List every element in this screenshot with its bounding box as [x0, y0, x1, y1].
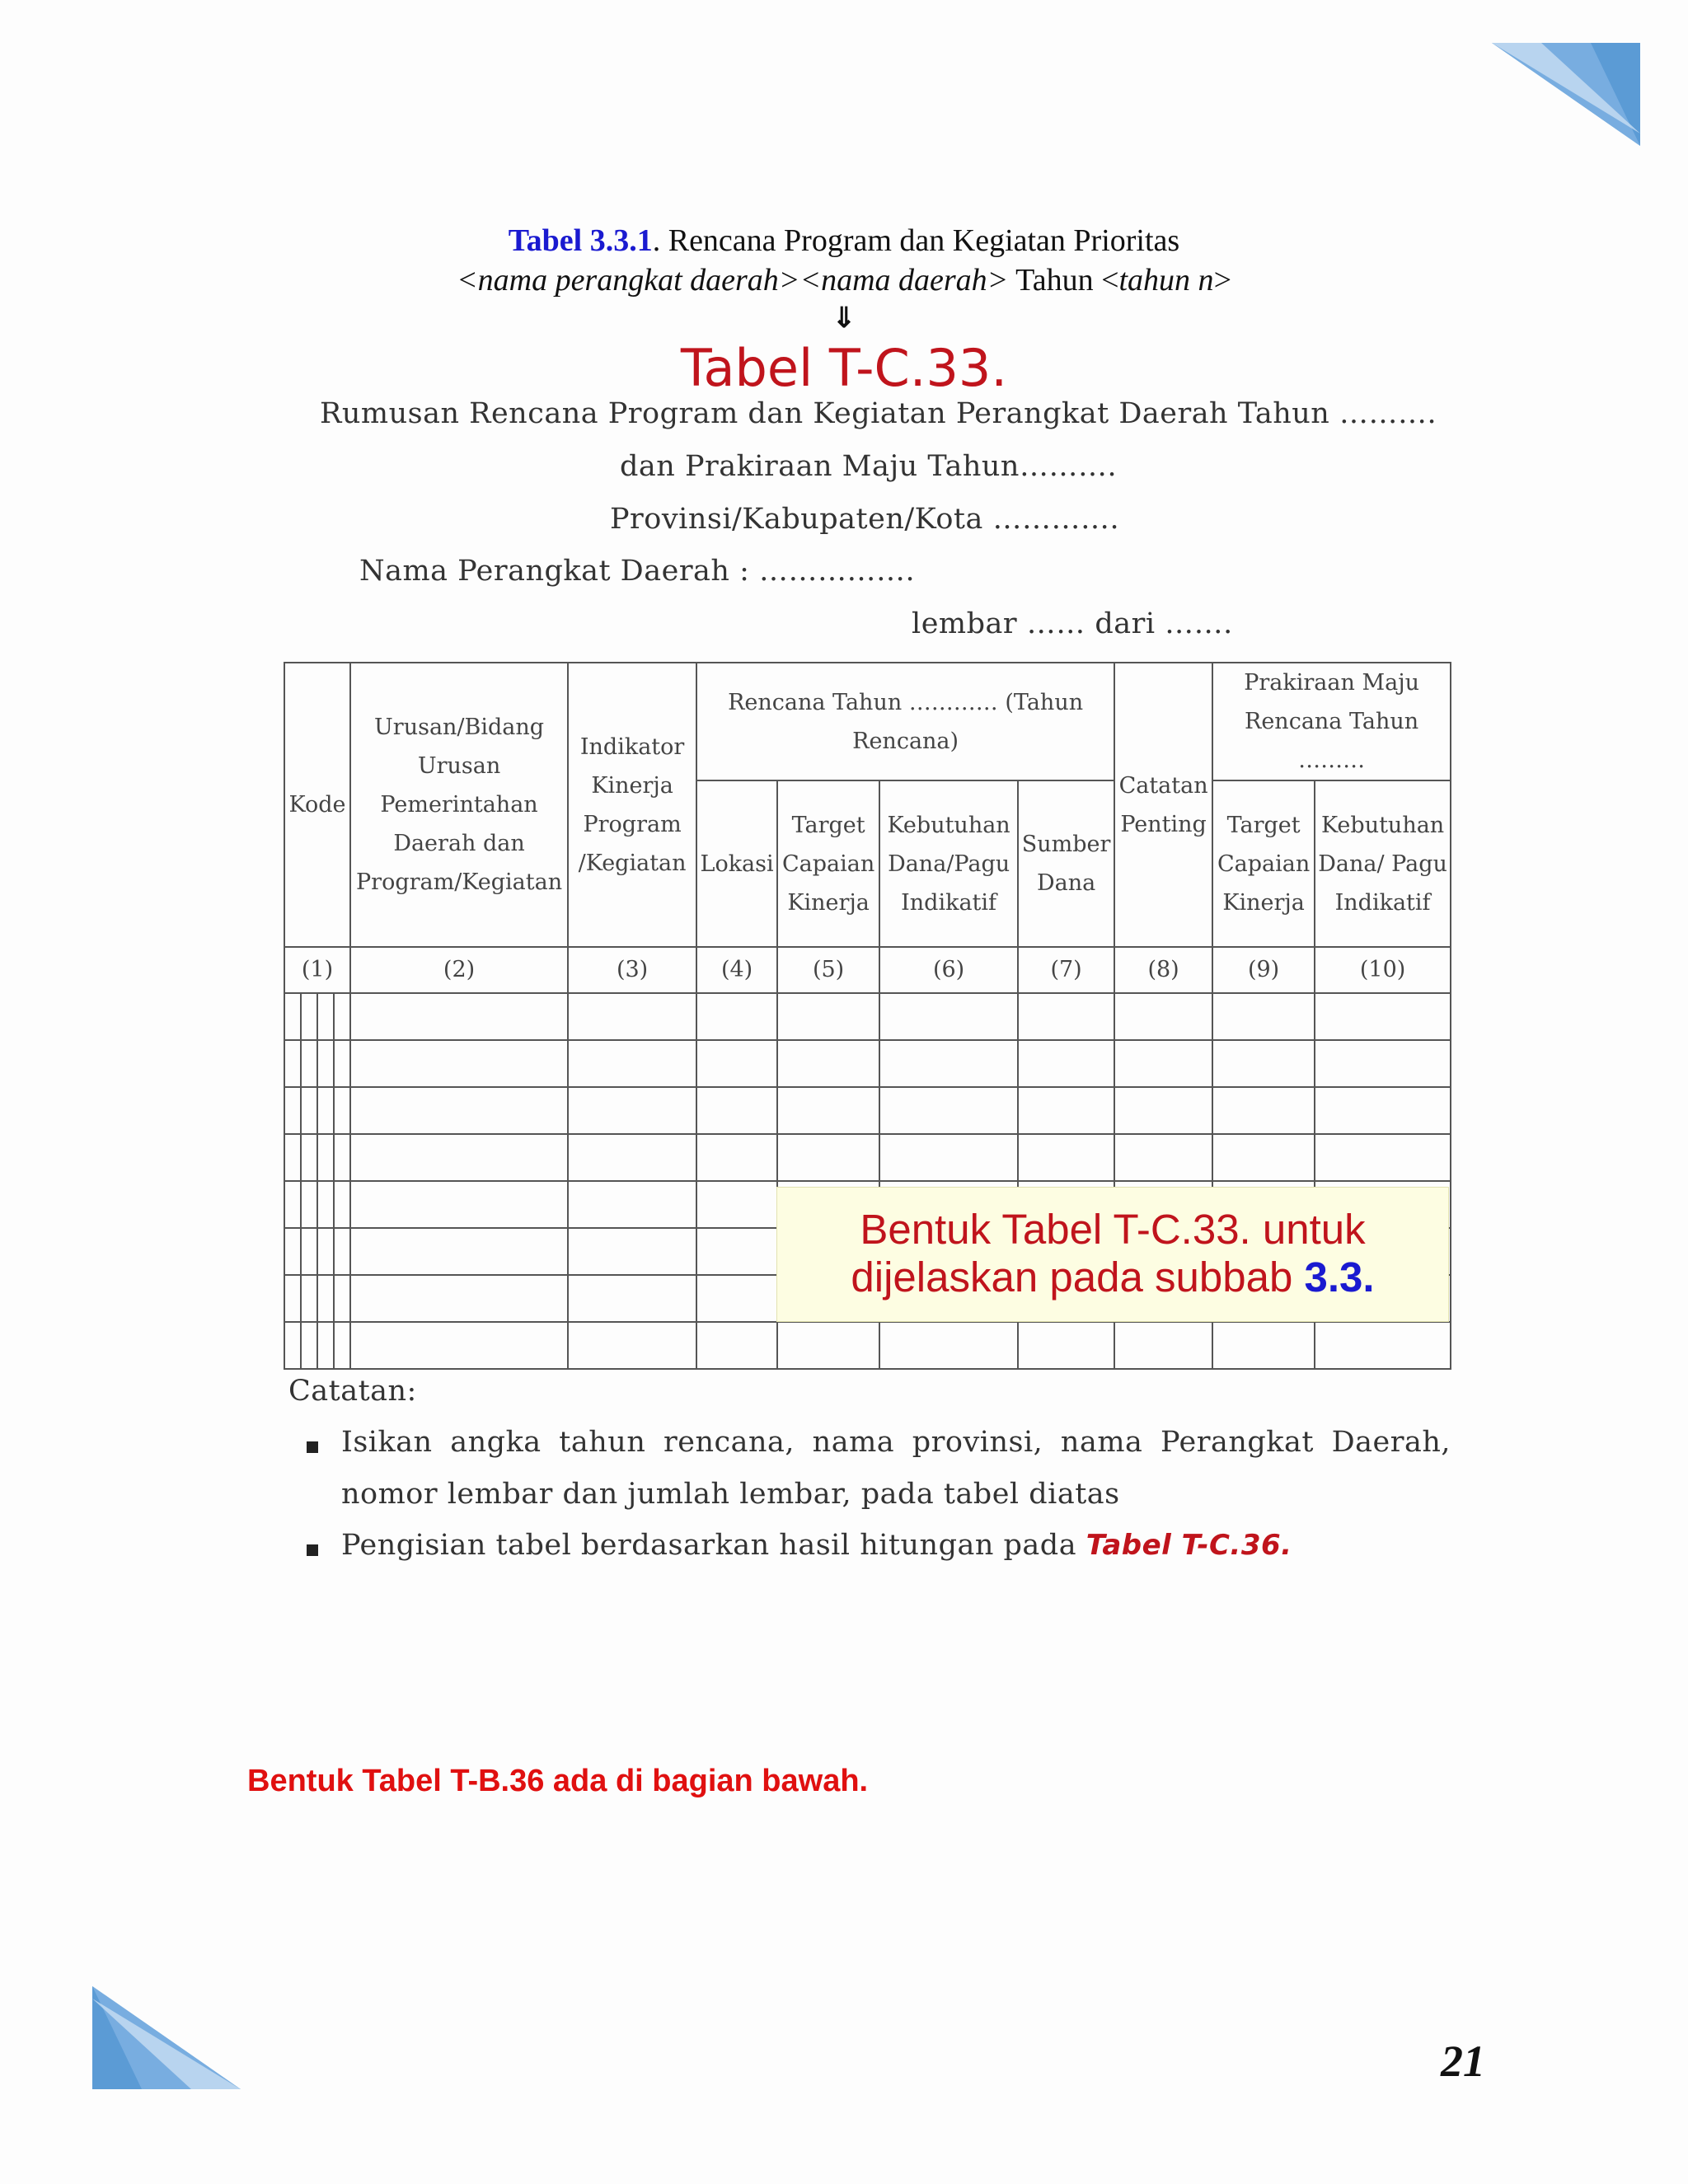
table-cell: [350, 1181, 568, 1228]
table-cell: [1114, 1040, 1212, 1087]
table-cell: [879, 1134, 1018, 1181]
table-cell: [568, 1040, 696, 1087]
table-row: [284, 993, 1451, 1040]
subcaption-year: tahun n: [1118, 263, 1214, 298]
note-item-2-ref: Tabel T-C.36.: [1085, 1529, 1292, 1562]
form-line-1: Rumusan Rencana Program dan Kegiatan Perangkat Daerah Tahun ……….: [320, 397, 1437, 430]
table-cell: [696, 1228, 777, 1275]
callout-text: dijelaskan pada subbab: [851, 1254, 1305, 1301]
table-cell: [696, 1322, 777, 1369]
col-number: (5): [777, 947, 879, 993]
table-cell: [1212, 1040, 1315, 1087]
table-cell: [1018, 1040, 1114, 1087]
page-title: Tabel T-C.33.: [680, 338, 1008, 398]
table-cell: [350, 1040, 568, 1087]
header-prakiraan: Prakiraan Maju Rencana Tahun ………: [1212, 663, 1451, 780]
table-cell: [879, 1322, 1018, 1369]
callout-line-1: Bentuk Tabel T-C.33. untuk: [860, 1206, 1366, 1253]
table-cell: [1315, 1087, 1451, 1134]
table-cell: [879, 1087, 1018, 1134]
table-cell: [350, 1275, 568, 1322]
table-cell: [777, 1322, 879, 1369]
table-cell: [1114, 1087, 1212, 1134]
bottom-note: Bentuk Tabel T-B.36 ada di bagian bawah.: [247, 1764, 869, 1798]
table-row: [284, 1322, 1451, 1369]
header-lokasi: Lokasi: [696, 780, 777, 947]
table-row: [284, 1040, 1451, 1087]
table-cell: [879, 1040, 1018, 1087]
info-callout: [776, 1187, 1449, 1322]
table-cell: [568, 1087, 696, 1134]
col-number: (4): [696, 947, 777, 993]
note-item-2-text: Pengisian tabel berdasarkan hasil hitungan pada: [341, 1529, 1086, 1562]
kode-cell: [284, 1181, 350, 1228]
down-arrow-icon: ⇓: [832, 303, 856, 334]
table-cell: [350, 1134, 568, 1181]
table-cell: [1212, 993, 1315, 1040]
form-line-2: dan Prakiraan Maju Tahun……….: [620, 450, 1118, 483]
kode-cell: [284, 1228, 350, 1275]
header-kebutuhan-2: Kebutuhan Dana/ Pagu Indikatif: [1315, 780, 1451, 947]
table-cell: [1212, 1322, 1315, 1369]
table-cell: [1114, 1134, 1212, 1181]
table-cell: [696, 1181, 777, 1228]
col-number: (9): [1212, 947, 1315, 993]
notes-title: Catatan:: [288, 1375, 417, 1408]
header-urusan: Urusan/Bidang Urusan Pemerintahan Daerah dan Program/Kegiatan: [350, 663, 568, 947]
table-caption: [0, 223, 1688, 259]
table-cell: [696, 1275, 777, 1322]
table-cell: [1018, 1134, 1114, 1181]
table-cell: [568, 1181, 696, 1228]
table-caption-title: . Rencana Program dan Kegiatan Prioritas: [652, 223, 1180, 258]
note-item-2: [341, 1529, 1451, 1562]
table-cell: [1018, 993, 1114, 1040]
page-number: 21: [1441, 2036, 1485, 2086]
bullet-icon: [307, 1544, 318, 1556]
table-cell: [350, 1087, 568, 1134]
table-cell: [777, 1134, 879, 1181]
header-sumber: Sumber Dana: [1018, 780, 1114, 947]
table-cell: [696, 993, 777, 1040]
form-line-5: lembar …… dari …….: [912, 607, 1233, 640]
table-cell: [696, 1040, 777, 1087]
form-line-4: Nama Perangkat Daerah : …………….: [359, 555, 916, 588]
table-cell: [1018, 1087, 1114, 1134]
table-cell: [568, 993, 696, 1040]
note-item-1-cont: nomor lembar dan jumlah lembar, pada tabel diatas: [341, 1478, 1120, 1511]
table-cell: [1114, 1322, 1212, 1369]
note-item-1: Isikan angka tahun rencana, nama provinsi, nama Perangkat Daerah,: [341, 1426, 1451, 1459]
header-target-2: Target Capaian Kinerja: [1212, 780, 1315, 947]
header-catatan: Catatan Penting: [1114, 663, 1212, 947]
table-cell: [568, 1275, 696, 1322]
table-cell: [777, 1040, 879, 1087]
kode-cell: [284, 993, 350, 1040]
table-cell: [1018, 1322, 1114, 1369]
table-cell: [1315, 1040, 1451, 1087]
kode-cell: [284, 1322, 350, 1369]
header-rencana: Rencana Tahun ………… (Tahun Rencana): [696, 663, 1114, 780]
callout-line-2: [777, 1254, 1448, 1301]
table-cell: [568, 1322, 696, 1369]
callout-ref: 3.3.: [1304, 1254, 1375, 1301]
header-indikator: Indikator Kinerja Program /Kegiatan: [568, 663, 696, 947]
table-subcaption: [0, 262, 1688, 298]
header-kode: Kode: [284, 663, 350, 947]
table-cell: [1315, 993, 1451, 1040]
table-cell: [777, 993, 879, 1040]
table-cell: [350, 1228, 568, 1275]
table-cell: [777, 1087, 879, 1134]
table-row: [284, 1134, 1451, 1181]
col-number: (3): [568, 947, 696, 993]
header-target: Target Capaian Kinerja: [777, 780, 879, 947]
table-cell: [350, 1322, 568, 1369]
col-number: (7): [1018, 947, 1114, 993]
table-cell: [1212, 1087, 1315, 1134]
table-cell: [1315, 1322, 1451, 1369]
subcaption-placeholder: <nama perangkat daerah><nama daerah>: [456, 263, 1009, 298]
subcaption-end: >: [1213, 263, 1231, 298]
kode-cell: [284, 1275, 350, 1322]
col-number: (2): [350, 947, 568, 993]
table-cell: [350, 993, 568, 1040]
kode-cell: [284, 1087, 350, 1134]
table-row: [284, 1087, 1451, 1134]
table-cell: [1315, 1134, 1451, 1181]
col-number: (8): [1114, 947, 1212, 993]
subcaption-text: Tahun <: [1008, 263, 1119, 298]
table-cell: [696, 1087, 777, 1134]
table-cell: [696, 1134, 777, 1181]
table-cell: [879, 993, 1018, 1040]
bullet-icon: [307, 1441, 318, 1453]
header-kebutuhan: Kebutuhan Dana/Pagu Indikatif: [879, 780, 1018, 947]
kode-cell: [284, 1040, 350, 1087]
corner-decoration-top-right: [1492, 43, 1640, 146]
table-cell: [568, 1228, 696, 1275]
table-cell: [568, 1134, 696, 1181]
col-number: (10): [1315, 947, 1451, 993]
form-line-3: Provinsi/Kabupaten/Kota ………….: [610, 503, 1120, 536]
kode-cell: [284, 1134, 350, 1181]
col-number: (6): [879, 947, 1018, 993]
table-cell: [1114, 993, 1212, 1040]
table-number: Tabel 3.3.1: [508, 223, 653, 258]
table-cell: [1212, 1134, 1315, 1181]
col-number: (1): [284, 947, 350, 993]
corner-decoration-bottom-left: [92, 1986, 241, 2089]
